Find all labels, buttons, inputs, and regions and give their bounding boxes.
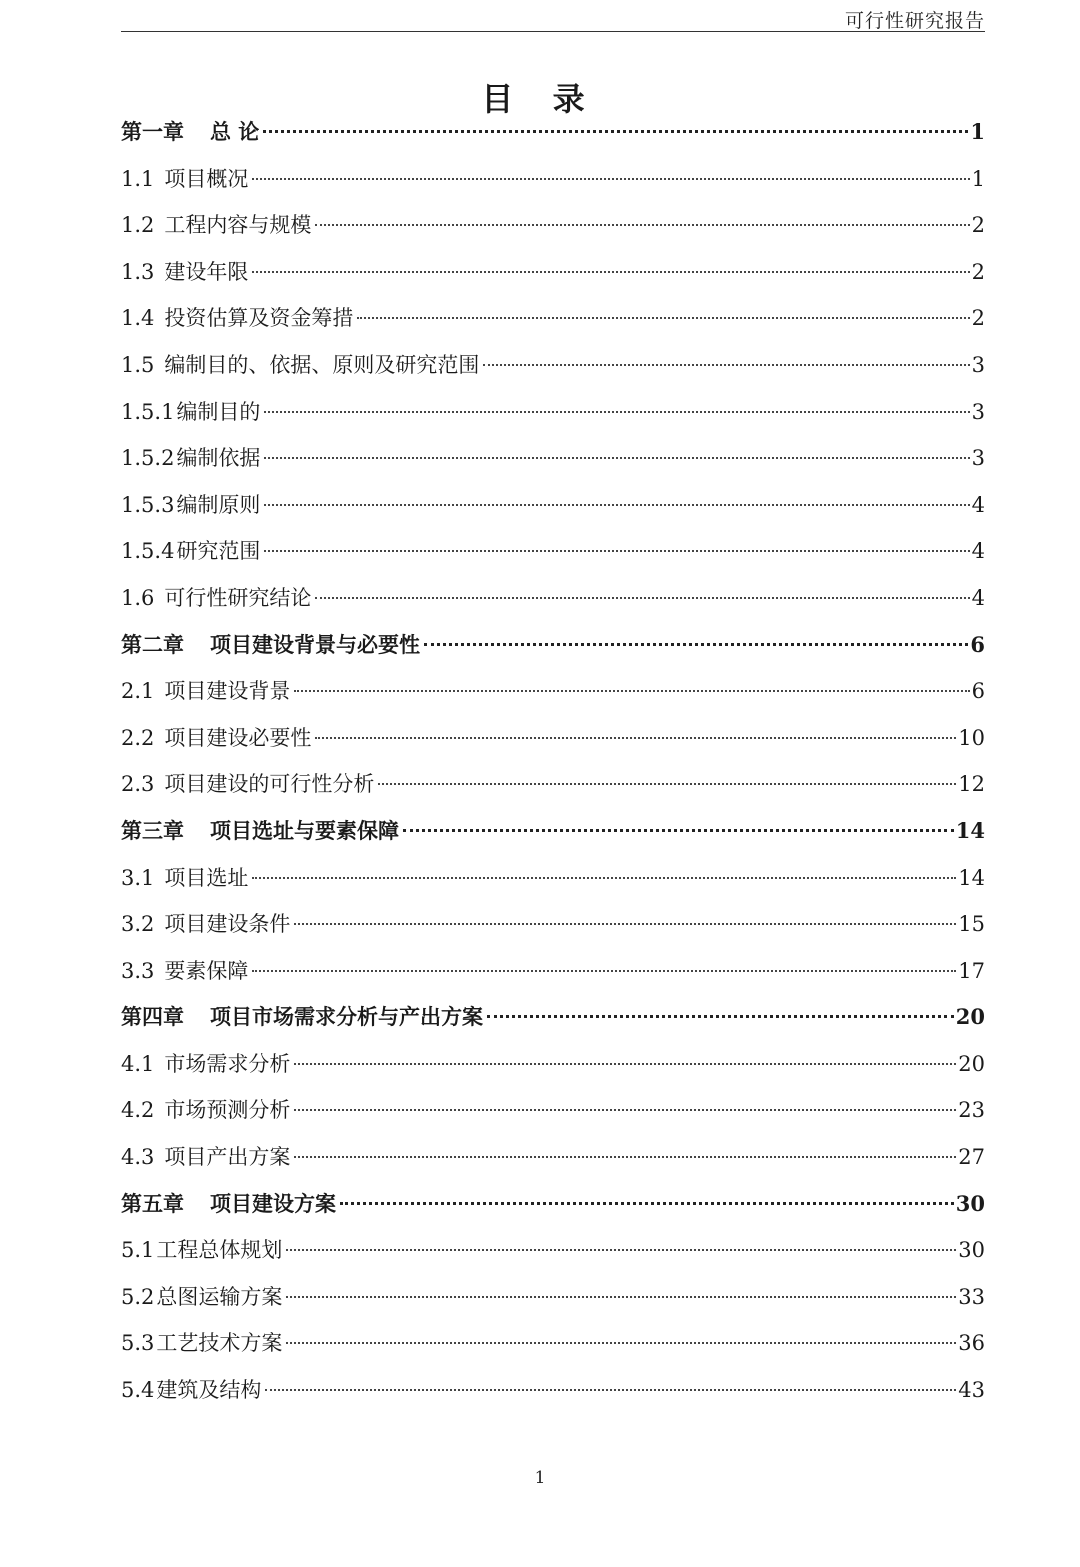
toc-entry-page: 3 [971,352,985,377]
toc-entry-page: 36 [958,1331,985,1356]
toc-entry-title: 研究范围 [176,539,261,564]
toc-dot-leader [315,224,969,226]
toc-entry[interactable] [121,575,985,622]
toc-entry-label [121,528,260,575]
toc-entry-title: 市场需求分析 [164,1051,291,1076]
toc-entry-label [121,156,248,203]
toc-entry-page: 43 [958,1378,985,1403]
toc-entry-label [121,389,260,436]
toc-dot-leader [483,364,969,366]
toc-entry-number: 1.2 [121,213,155,238]
toc-entry-label [121,1087,290,1134]
toc-entry-label [121,901,290,948]
toc-entry-label [121,249,248,296]
toc-entry[interactable] [121,249,985,296]
toc-entry-number: 2.2 [121,725,155,750]
toc-entry-label [121,482,260,529]
toc-title: 目 录 [481,80,599,118]
toc-dot-leader [264,411,969,413]
toc-dot-leader [294,1109,956,1111]
toc-dot-leader [294,1063,956,1065]
toc-entry-number: 1.5.2 [121,446,175,471]
toc-entry-page: 27 [958,1145,985,1170]
toc-entry-title: 编制依据 [176,446,261,471]
toc-entry-page: 3 [971,399,985,424]
toc-entry-label [121,575,311,622]
toc-dot-leader [294,690,969,692]
toc-entry-title: 编制原则 [176,492,261,517]
toc-dot-leader [286,1296,956,1298]
toc-entry[interactable] [121,342,985,389]
toc-entry-label [121,1274,282,1321]
toc-entry-page: 23 [958,1098,985,1123]
header-divider [121,31,985,32]
toc-entry-label [121,948,248,995]
toc-entry[interactable] [121,901,985,948]
toc-entry-number: 1.1 [121,166,155,191]
toc-dot-leader [264,550,969,552]
toc-dot-leader [294,923,956,925]
toc-entry-number: 5.4 [121,1378,155,1403]
toc-dot-leader [252,970,956,972]
toc-entry[interactable] [121,389,985,436]
toc-entry-number: 2.3 [121,772,155,797]
toc-entry-title: 工艺技术方案 [156,1331,283,1356]
toc-entry[interactable] [121,1227,985,1274]
toc-dot-leader [286,1249,956,1251]
toc-entry-page: 2 [971,213,985,238]
toc-entry[interactable] [121,1041,985,1088]
toc-entry-page: 6 [971,679,985,704]
toc-entry-page: 4 [971,585,985,610]
toc-entry[interactable] [121,1087,985,1134]
toc-dot-leader [252,271,969,273]
toc-dot-leader [340,1202,954,1205]
toc-entry-number: 第一章 [121,119,184,144]
toc-entry-title: 项目选址与要素保障 [210,817,399,843]
toc-entry-title: 项目建设背景 [164,679,291,704]
toc-entry[interactable] [121,808,985,855]
toc-entry-number: 第四章 [121,1004,184,1030]
toc-dot-leader [252,178,969,180]
toc-entry-title: 要素保障 [164,958,249,983]
toc-entry-number: 3.3 [121,958,155,983]
toc-entry-title: 投资估算及资金筹措 [164,306,354,331]
toc-entry-label [121,1227,282,1274]
toc-entry[interactable] [121,528,985,575]
toc-entry[interactable] [121,482,985,529]
toc-entry[interactable] [121,761,985,808]
toc-entry-number: 第二章 [121,631,184,657]
toc-entry-title: 工程总体规划 [156,1238,283,1263]
toc-entry-number: 1.4 [121,306,155,331]
toc-dot-leader [264,457,969,459]
toc-entry-title: 总 论 [210,119,260,144]
toc-entry-number: 1.3 [121,259,155,284]
toc-entry-label [121,1041,290,1088]
toc-entry-number: 3.2 [121,912,155,937]
toc-entry-page: 30 [955,1190,985,1216]
toc-entry-page: 20 [955,1004,985,1030]
toc-entry-title: 工程内容与规模 [164,213,312,238]
toc-entry-title: 总图运输方案 [156,1284,283,1309]
toc-entry-page: 3 [971,446,985,471]
toc-entry-title: 项目市场需求分析与产出方案 [210,1004,483,1030]
toc-entry[interactable] [121,435,985,482]
toc-entry[interactable] [121,948,985,995]
toc-entry[interactable] [121,622,985,669]
toc-dot-leader [357,317,969,319]
toc-entry-number: 第五章 [121,1190,184,1216]
toc-entry-page: 6 [970,631,985,657]
toc-entry-number: 1.5.1 [121,399,175,424]
toc-entry-title: 项目产出方案 [164,1145,291,1170]
toc-entry[interactable] [121,202,985,249]
toc-dot-leader [263,130,968,133]
toc-entry-label [121,668,290,715]
toc-entry-page: 20 [958,1051,985,1076]
toc-entry-page: 1 [970,119,985,144]
toc-dot-leader [294,1156,956,1158]
toc-entry[interactable] [121,1367,985,1414]
toc-entry[interactable] [121,855,985,902]
toc-entry-number: 1.6 [121,585,155,610]
toc-entry-title: 项目建设条件 [164,912,291,937]
toc-entry-number: 4.3 [121,1145,155,1170]
toc-entry-page: 2 [971,259,985,284]
page-number: 1 [534,1468,546,1488]
toc-entry-label [121,435,260,482]
toc-entry-title: 编制目的 [176,399,261,424]
toc-dot-leader [252,877,956,879]
running-header: 可行性研究报告 [844,10,985,32]
toc-entry-title: 建设年限 [164,259,249,284]
toc-entry-number: 1.5.3 [121,492,175,517]
toc-entry-title: 项目建设方案 [210,1190,336,1216]
toc-entry-number: 4.2 [121,1098,155,1123]
toc-entry[interactable] [121,668,985,715]
toc-entry-number: 3.1 [121,865,155,890]
toc-dot-leader [403,829,954,832]
toc-entry-page: 2 [971,306,985,331]
toc-entry-number: 5.1 [121,1238,155,1263]
toc-entry-page: 4 [971,539,985,564]
toc-dot-leader [265,1389,956,1391]
toc-entry-number: 2.1 [121,679,155,704]
toc-entry-number: 5.2 [121,1284,155,1309]
toc-entry[interactable] [121,1274,985,1321]
table-of-contents [121,109,985,1414]
toc-entry-page: 10 [958,725,985,750]
toc-entry[interactable] [121,994,985,1041]
toc-entry-page: 17 [958,958,985,983]
toc-dot-leader [315,597,969,599]
toc-entry-label [121,109,259,156]
toc-entry-label [121,202,311,249]
toc-entry[interactable] [121,1134,985,1181]
toc-entry-label [121,295,353,342]
toc-entry-label [121,342,479,389]
toc-dot-leader [315,737,956,739]
toc-entry-title: 项目建设背景与必要性 [210,631,420,657]
toc-entry-page: 1 [971,166,985,191]
toc-dot-leader [378,783,956,785]
toc-entry-label [121,994,483,1041]
toc-entry[interactable] [121,156,985,203]
toc-entry-page: 15 [958,912,985,937]
toc-entry-page: 30 [958,1238,985,1263]
toc-entry-title: 市场预测分析 [164,1098,291,1123]
toc-entry-title: 项目概况 [164,166,249,191]
toc-entry-title: 编制目的、依据、原则及研究范围 [164,352,480,377]
toc-dot-leader [286,1342,956,1344]
toc-dot-leader [424,643,968,646]
toc-entry-label [121,622,420,669]
toc-entry-label [121,1367,261,1414]
toc-entry-number: 1.5.4 [121,539,175,564]
toc-entry-title: 可行性研究结论 [164,585,312,610]
toc-dot-leader [264,504,969,506]
toc-entry-label [121,715,311,762]
toc-entry-label [121,855,248,902]
toc-entry-title: 项目选址 [164,865,249,890]
toc-entry-page: 12 [958,772,985,797]
toc-entry-number: 5.3 [121,1331,155,1356]
toc-entry-title: 项目建设的可行性分析 [164,772,375,797]
toc-entry[interactable] [121,1181,985,1228]
toc-entry-label [121,1181,336,1228]
toc-dot-leader [487,1015,954,1018]
toc-entry[interactable] [121,1320,985,1367]
toc-entry-title: 项目建设必要性 [164,725,312,750]
toc-entry-number: 4.1 [121,1051,155,1076]
toc-entry-label [121,808,399,855]
toc-entry[interactable] [121,715,985,762]
toc-entry[interactable] [121,295,985,342]
toc-entry-number: 第三章 [121,817,184,843]
toc-entry-label [121,1320,282,1367]
toc-entry-page: 33 [958,1284,985,1309]
toc-entry-page: 14 [955,817,985,843]
toc-entry-label [121,761,374,808]
toc-entry-page: 14 [958,865,985,890]
toc-entry-label [121,1134,290,1181]
toc-entry[interactable] [121,109,985,156]
toc-entry-title: 建筑及结构 [156,1378,262,1403]
toc-entry-number: 1.5 [121,352,155,377]
toc-entry-page: 4 [971,492,985,517]
